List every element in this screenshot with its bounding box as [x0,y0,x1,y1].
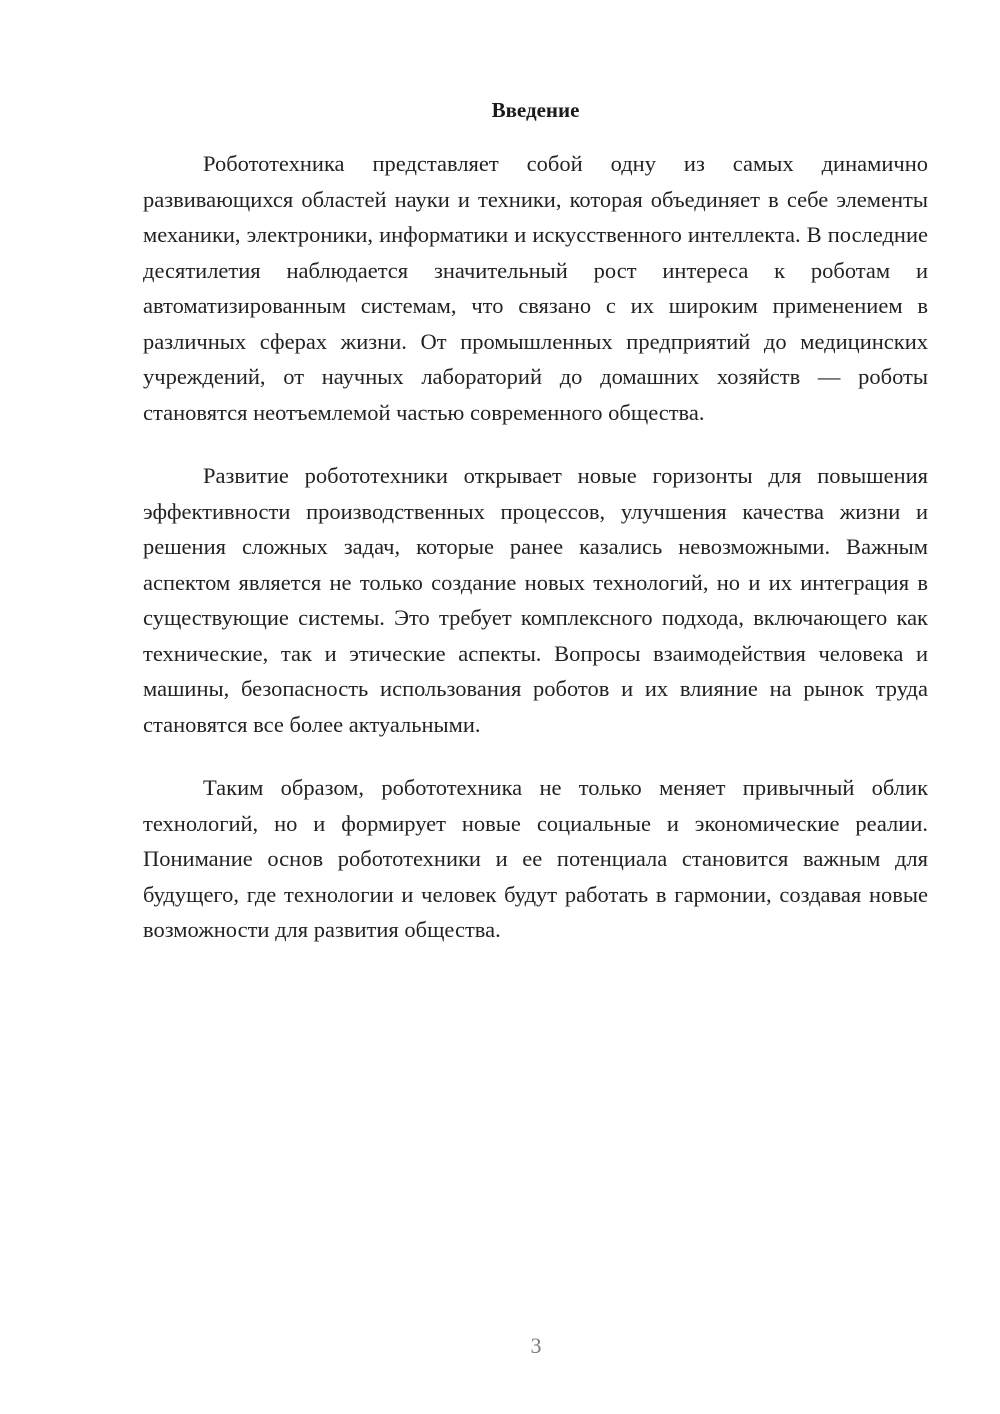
page-number: 3 [530,1333,542,1358]
paragraph-2: Развитие робототехники открывает новые горизонты для повышения эффективности производственных процессов, улучшения качества жизни и решения сложных задач, которые ранее казались невозможными. Важным аспектом является не только создание новых технологий, но и их интеграция в существующие системы. Это требует комплексного подхода, включающего как технические, так и этические аспекты. Вопросы взаимодействия человека и машины, безопасность использования роботов и их влияние на рынок труда становятся все более актуальными. [143,463,928,737]
paragraph-3: Таким образом, робототехника не только меняет привычный облик технологий, но и формирует новые социальные и экономические реалии. Понимание основ робототехники и ее потенциала становится важным для будущего, где технологии и человек будут работать в гармонии, создавая новые возможности для развития общества. [143,775,928,942]
paragraph-1: Робототехника представляет собой одну из самых динамично развивающихся областей науки и техники, которая объединяет в себе элементы механики, электроники, информатики и искусственного интеллекта. В последние десятилетия наблюдается значительный рост интереса к роботам и автоматизированным системам, что связано с их широким применением в различных сферах жизни. От промышленных предприятий до медицинских учреждений, от научных лабораторий до домашних хозяйств — роботы становятся неотъемлемой частью современного общества. [143,151,928,425]
page-content [143,96,928,976]
section-title: Введение [491,98,580,122]
